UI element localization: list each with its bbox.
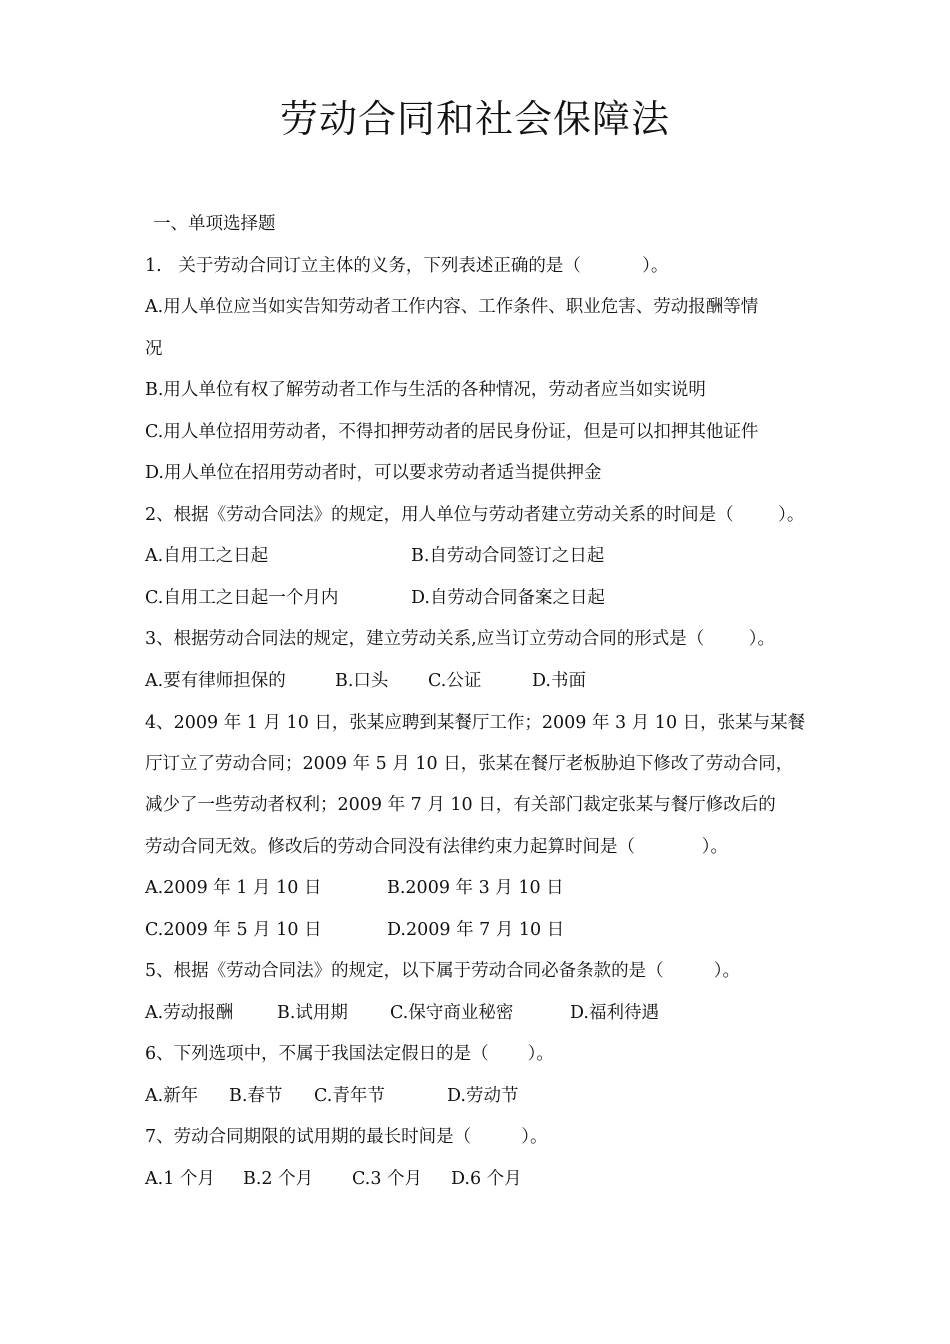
question-2-option-b: B.自劳动合同签订之日起 (411, 546, 605, 566)
question-6-option-b: B.春节 (229, 1086, 283, 1106)
question-1-option-a: A.用人单位应当如实告知劳动者工作内容、工作条件、职业危害、劳动报酬等情 (145, 297, 759, 317)
question-5-option-a: A.劳动报酬 (145, 1003, 234, 1023)
section-heading: 一、单项选择题 (153, 214, 276, 234)
question-7-stem: 7、劳动合同期限的试用期的最长时间是（ ）。 (145, 1127, 548, 1147)
question-1-option-d: D.用人单位在招用劳动者时，可以要求劳动者适当提供押金 (145, 463, 602, 483)
question-3-stem: 3、根据劳动合同法的规定，建立劳动关系,应当订立劳动合同的形式是（ ）。 (145, 629, 775, 649)
question-7-option-b: B.2 个月 (243, 1169, 314, 1189)
question-3-options-row (145, 669, 586, 693)
question-5-option-c: C.保守商业秘密 (390, 1003, 514, 1023)
question-4-option-b: B.2009 年 3 月 10 日 (387, 878, 564, 898)
question-4-stem-line-4: 劳动合同无效。修改后的劳动合同没有法律约束力起算时间是（ ）。 (145, 837, 729, 857)
question-1-option-a-continued: 况 (145, 339, 163, 359)
question-4-stem-line-1: 4、2009 年 1 月 10 日，张某应聘到某餐厅工作；2009 年 3 月 10 日，张某与某餐 (145, 713, 806, 733)
question-4-option-a: A.2009 年 1 月 10 日 (145, 878, 322, 898)
question-6-options-row (145, 1084, 518, 1108)
question-1-option-c: C.用人单位招用劳动者，不得扣押劳动者的居民身份证，但是可以扣押其他证件 (145, 422, 759, 442)
question-4-option-d: D.2009 年 7 月 10 日 (387, 920, 565, 940)
question-6-option-a: A.新年 (145, 1086, 199, 1106)
question-3-option-a: A.要有律师担保的 (145, 671, 286, 691)
question-5-option-b: B.试用期 (277, 1003, 348, 1023)
question-5-option-d: D.福利待遇 (570, 1003, 659, 1023)
question-7-option-a: A.1 个月 (145, 1169, 215, 1189)
question-6-stem: 6、下列选项中，不属于我国法定假日的是（ ）。 (145, 1044, 554, 1064)
question-7-options-row (145, 1167, 522, 1191)
question-2-options-row-1 (145, 544, 604, 568)
question-6-option-c: C.青年节 (314, 1086, 385, 1106)
question-6-option-d: D.劳动节 (447, 1086, 519, 1106)
question-3-option-b: B.口头 (335, 671, 389, 691)
question-7-option-c: C.3 个月 (352, 1169, 423, 1189)
question-2-options-row-2 (145, 586, 605, 610)
document-title: 劳动合同和社会保障法 (279, 97, 670, 141)
question-2-option-c: C.自用工之日起一个月内 (145, 588, 339, 608)
question-5-stem: 5、根据《劳动合同法》的规定，以下属于劳动合同必备条款的是（ ）。 (145, 961, 740, 981)
question-4-stem-line-3: 减少了一些劳动者权利；2009 年 7 月 10 日，有关部门裁定张某与餐厅修改后的 (145, 795, 776, 815)
question-2-option-d: D.自劳动合同备案之日起 (411, 588, 605, 608)
question-4-options-row-1 (145, 876, 564, 900)
question-4-options-row-2 (145, 918, 564, 942)
question-5-options-row (145, 1001, 659, 1025)
question-2-option-a: A.自用工之日起 (145, 546, 269, 566)
question-1-stem: 1. 关于劳动合同订立主体的义务，下列表述正确的是（ ）。 (145, 256, 669, 276)
question-4-stem-line-2: 厅订立了劳动合同；2009 年 5 月 10 日，张某在餐厅老板胁迫下修改了劳动合同， (145, 754, 794, 774)
question-2-stem: 2、根据《劳动合同法》的规定，用人单位与劳动者建立劳动关系的时间是（ ）。 (145, 505, 805, 525)
question-1-option-b: B.用人单位有权了解劳动者工作与生活的各种情况，劳动者应当如实说明 (145, 380, 706, 400)
question-3-option-d: D.书面 (532, 671, 586, 691)
question-3-option-c: C.公证 (428, 671, 482, 691)
question-7-option-d: D.6 个月 (451, 1169, 522, 1189)
question-4-option-c: C.2009 年 5 月 10 日 (145, 920, 322, 940)
